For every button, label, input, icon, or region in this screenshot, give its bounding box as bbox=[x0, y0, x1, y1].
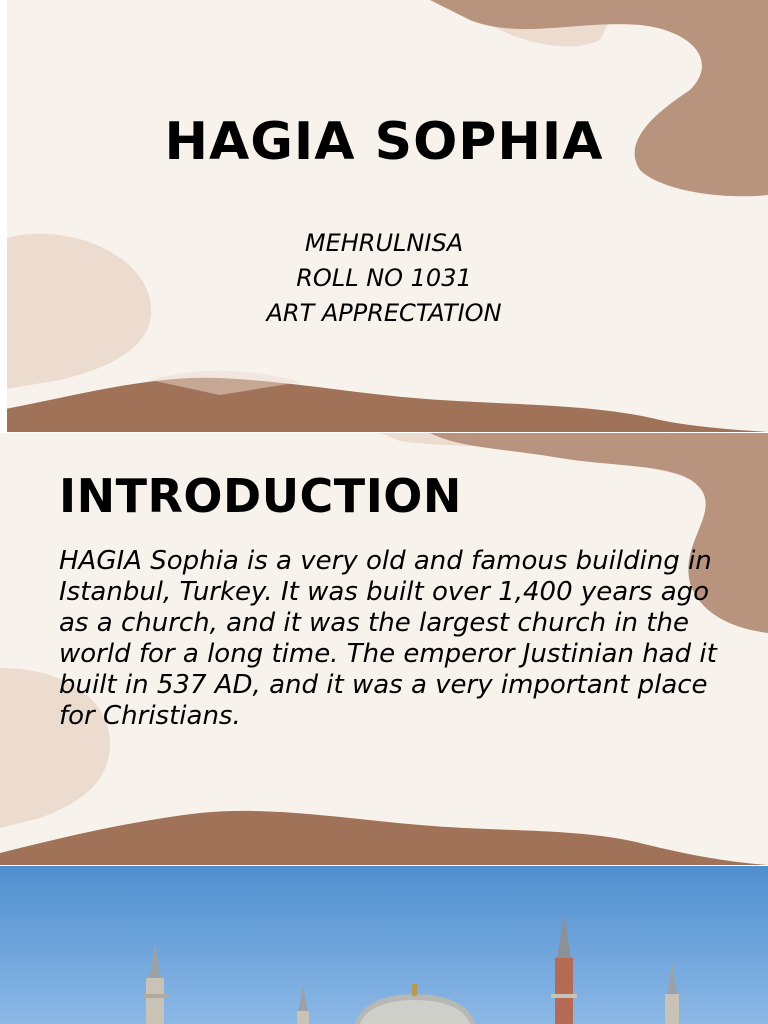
introduction-slide bbox=[0, 433, 768, 865]
section-heading: INTRODUCTION bbox=[59, 469, 462, 523]
presenter-name: MEHRULNISA bbox=[304, 229, 464, 257]
course-name: ART APPRECTATION bbox=[266, 299, 502, 327]
title-slide bbox=[0, 0, 768, 432]
hagia-sophia-photo bbox=[0, 866, 768, 1024]
decorative-wave-background bbox=[0, 0, 768, 432]
roll-number: ROLL NO 1031 bbox=[296, 264, 472, 292]
presenter-info bbox=[0, 226, 768, 331]
photo-slide bbox=[0, 866, 768, 1024]
intro-paragraph: HAGIA Sophia is a very old and famous building in Istanbul, Turkey. It was built over 1,400 years ago as a church, and it was the largest church in the world for a long time. The emperor Justinian had it built in 537 AD, and it was a very important place for Christians. bbox=[59, 546, 717, 731]
presentation-title: HAGIA SOPHIA bbox=[164, 112, 604, 172]
